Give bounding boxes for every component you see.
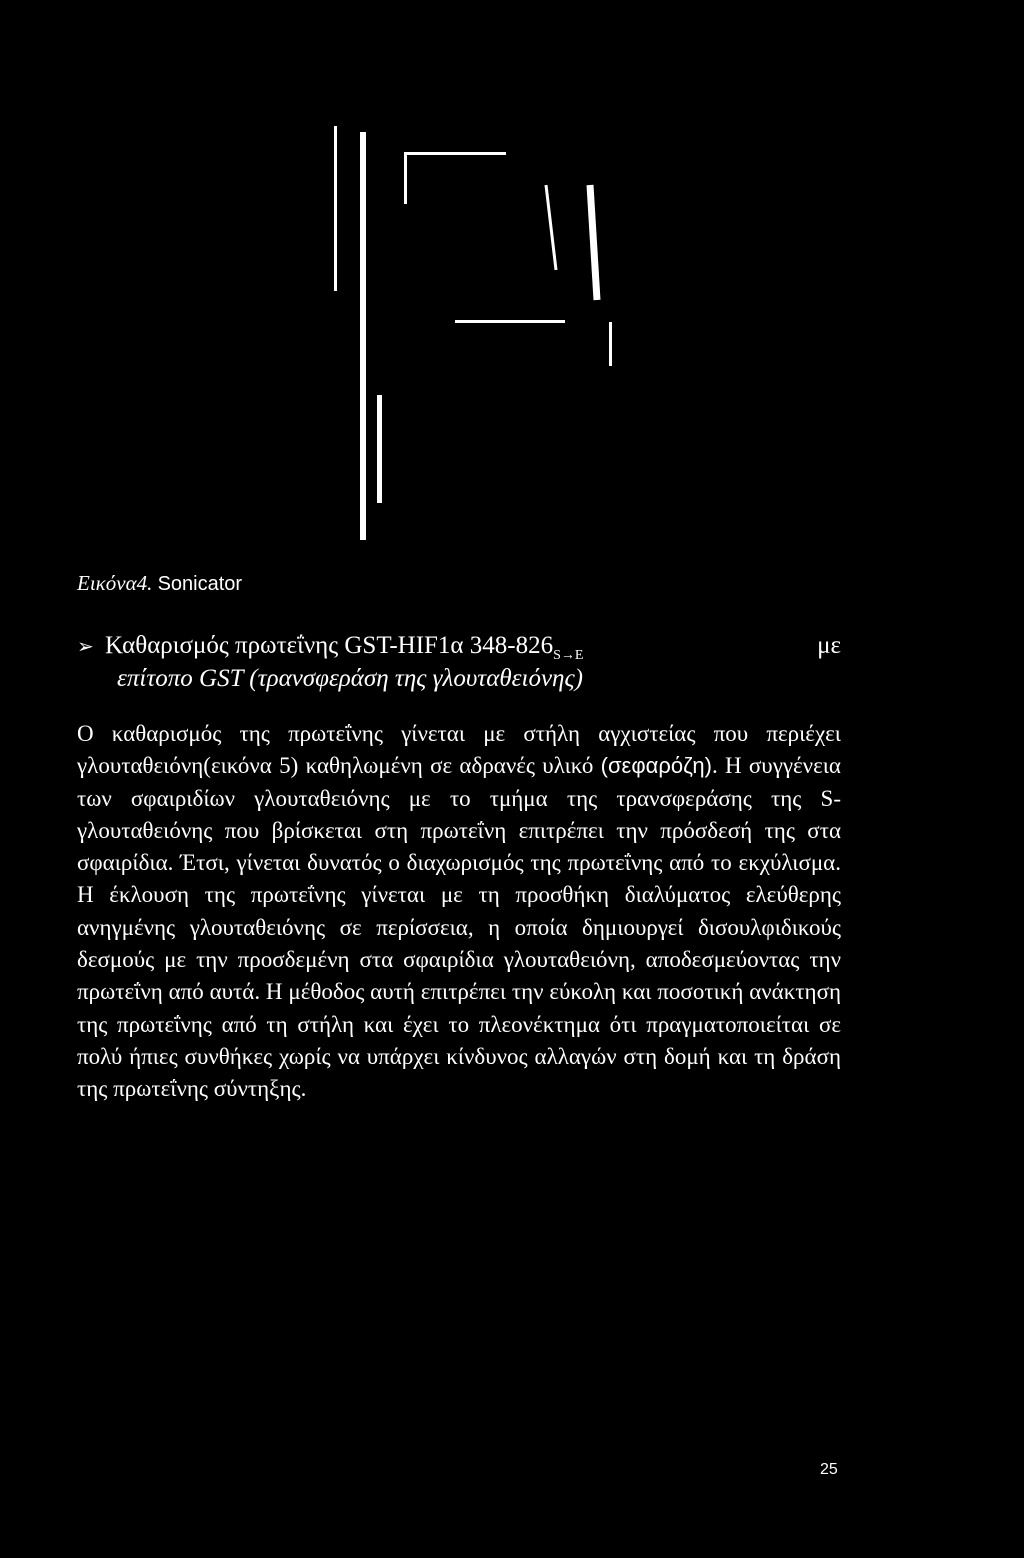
- sonicator-top-left-edge: [404, 152, 407, 204]
- sonicator-figure: [0, 0, 1024, 560]
- heading-title-part1: Καθαρισμός πρωτεΐνης GST-HIF1α 348-826: [105, 632, 554, 659]
- heading-line-1: [77, 630, 841, 663]
- heading-title-part2: με: [817, 632, 841, 659]
- body-paragraph: [77, 718, 841, 1106]
- heading-line-2: επίτοπο GST (τρανσφεράση της γλουταθειόνης): [117, 665, 583, 692]
- caption-label: Εικόνα4.: [77, 571, 153, 595]
- section-heading: [77, 630, 841, 695]
- sonicator-top-bar: [404, 152, 506, 155]
- caption-text: Sonicator: [157, 573, 243, 595]
- sonicator-lower-rod: [377, 395, 382, 503]
- sonicator-main-rod: [360, 132, 366, 540]
- sonicator-left-edge: [334, 126, 337, 291]
- sonicator-right-post: [609, 322, 612, 366]
- heading-title-main: [77, 630, 583, 663]
- heading-title-subscript: S→E: [553, 648, 584, 663]
- sonicator-inner-line: [546, 185, 556, 270]
- sonicator-outer-line: [590, 185, 597, 300]
- body-text-rest: . Η συγγένεια των σφαιριδίων γλουταθειόνης με το τμήμα της τρανσφεράσης της S- γλουταθειόνης που βρίσκεται στη πρωτεΐνη επιτρέπει την πρόσδεσή της στα σφαιρίδια. Έτσι, γίνεται δυνατός ο διαχωρισμός της πρωτεΐνης από το εκχύλισμα. Η έκλουση της πρωτεΐνης γίνεται με τη προσθήκη διαλύματος ελεύθερης ανηγμένης γλουταθειόνης σε περίσσεια, η οποία δημιουργεί δισουλφιδικούς δεσμούς με την προσδεμένη στα σφαιρίδια γλουταθειόνη, αποδεσμεύοντας την πρωτεΐνη από αυτά. Η μέθοδος αυτή επιτρέπει την εύκολη και ποσοτική ανάκτηση της πρωτεΐνης από τη στήλη και έχει το πλεονέκτημα ότι πραγματοποιείται σε πολύ ήπιες συνθήκες χωρίς να υπάρχει κίνδυνος αλλαγών στη δομή και τη δράση της πρωτεΐνης σύντηξης.: [77, 753, 841, 1102]
- page-number: 25: [820, 1461, 838, 1478]
- figure-caption: [77, 568, 242, 599]
- arrow-bullet-icon: ➢: [77, 636, 94, 658]
- body-text-start: Ο καθαρισμός της πρωτεΐνης γίνεται με στήλη αγχιστείας που περιέχει γλουταθειόνη(εικόνα 5) καθηλωμένη σε αδρανές υλικό: [77, 721, 841, 779]
- sonicator-bottom-bar: [455, 320, 565, 323]
- body-text-paren: (σεφαρόζη): [600, 753, 712, 779]
